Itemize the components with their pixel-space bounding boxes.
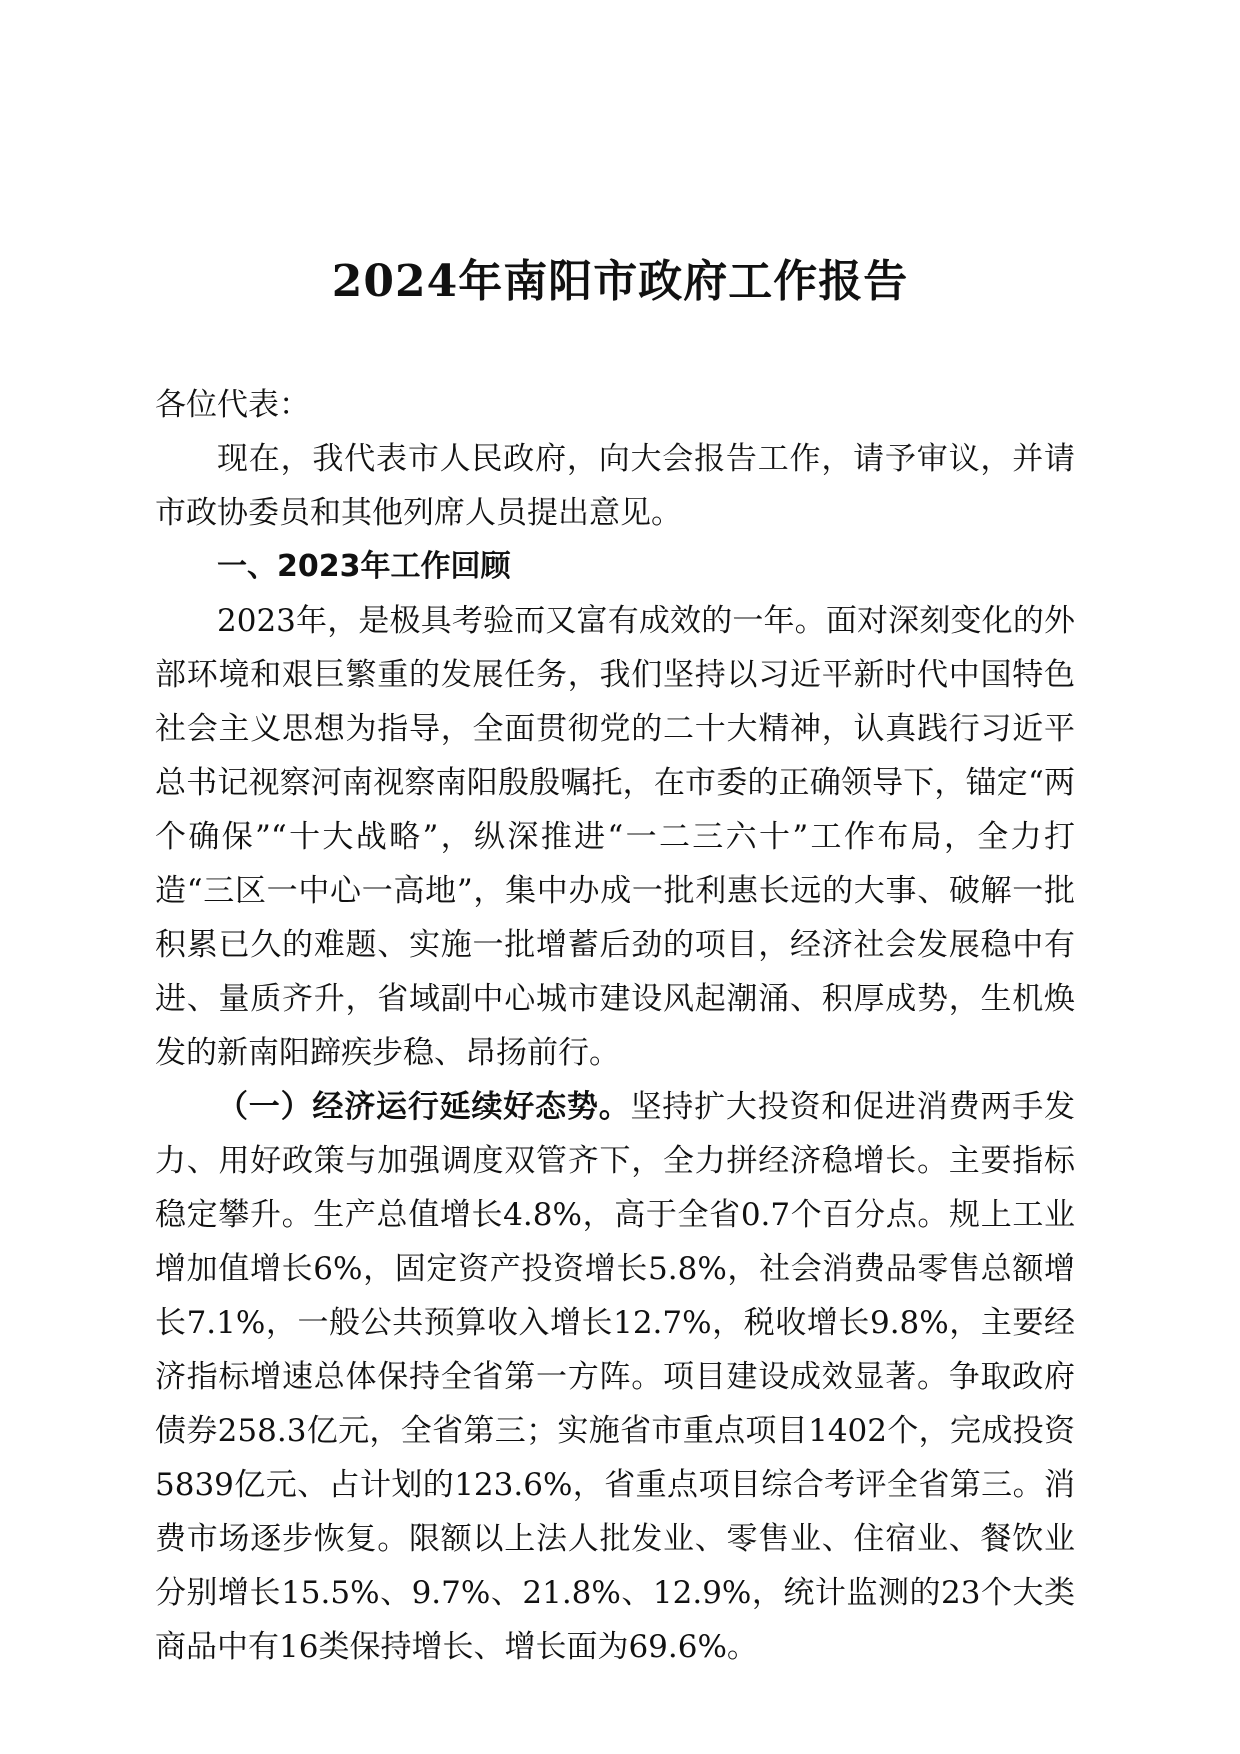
- document-body: [155, 378, 1075, 1674]
- economy-paragraph: [155, 1080, 1075, 1674]
- document-title: 2024年南阳市政府工作报告: [331, 256, 909, 307]
- intro-paragraph: 现在，我代表市人民政府，向大会报告工作，请予审议，并请市政协委员和其他列席人员提出意见。: [155, 441, 1075, 531]
- subsection-heading: （一）经济运行延续好态势。: [217, 1089, 631, 1125]
- overview-paragraph: 2023年，是极具考验而又富有成效的一年。面对深刻变化的外部环境和艰巨繁重的发展任务，我们坚持以习近平新时代中国特色社会主义思想为指导，全面贯彻党的二十大精神，认真践行习近平总书记视察河南视察南阳殷殷嘱托，在市委的正确领导下，锚定“两个确保”“十大战略”，纵深推进“一二三六十”工作布局，全力打造“三区一中心一高地”，集中办成一批利惠长远的大事、破解一批积累已久的难题、实施一批增蓄后劲的项目，经济社会发展稳中有进、量质齐升，省域副中心城市建设风起潮涌、积厚成势，生机焕发的新南阳蹄疾步稳、昂扬前行。: [155, 603, 1075, 1071]
- subsection-body: 坚持扩大投资和促进消费两手发力、用好政策与加强调度双管齐下，全力拼经济稳增长。主要指标稳定攀升。生产总值增长4.8%，高于全省0.7个百分点。规上工业增加值增长6%，固定资产投资增长5.8%，社会消费品零售总额增长7.1%，一般公共预算收入增长12.7%，税收增长9.8%，主要经济指标增速总体保持全省第一方阵。项目建设成效显著。争取政府债券258.3亿元，全省第三；实施省市重点项目1402个，完成投资5839亿元、占计划的123.6%，省重点项目综合考评全省第三。消费市场逐步恢复。限额以上法人批发业、零售业、住宿业、餐饮业分别增长15.5%、9.7%、21.8%、12.9%，统计监测的23个大类商品中有16类保持增长、增长面为69.6%。: [155, 1089, 1075, 1665]
- section-heading: 一、2023年工作回顾: [217, 549, 511, 584]
- greeting-line: 各位代表：: [155, 387, 310, 423]
